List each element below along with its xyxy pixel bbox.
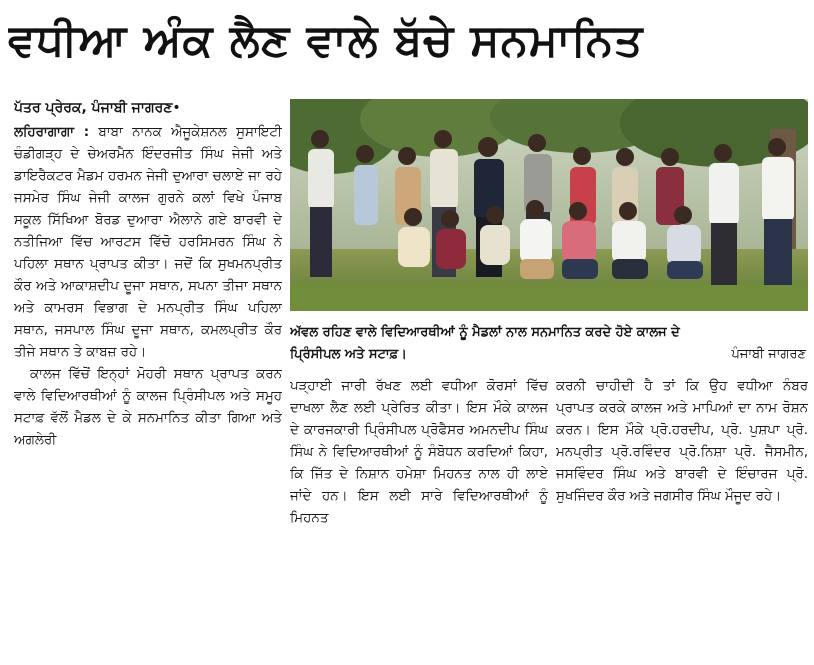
article-paragraph-1 bbox=[14, 122, 282, 364]
byline bbox=[14, 98, 282, 118]
headline: ਵਧੀਆ ਅੰਕ ਲੈਣ ਵਾਲੇ ਬੱਚੇ ਸਨਮਾਨਿਤ bbox=[8, 15, 644, 66]
caption-text: ਅੱਵਲ ਰਹਿਣ ਵਾਲੇ ਵਿਦਿਆਰਥੀਆਂ ਨੂੰ ਮੈਡਲਾਂ ਨਾਲ ਸਨਮਾਨਿਤ ਕਰਦੇ ਹੋਏ ਕਾਲਜ ਦੇ ਪ੍ਰਿੰਸੀਪਲ ਅਤੇ ਸਟਾਫ਼। bbox=[290, 325, 680, 362]
article-column-1 bbox=[14, 122, 282, 542]
byline-text: ਪੱਤਰ ਪ੍ਰੇਰਕ, ਪੰਜਾਬੀ ਜਾਗਰਣ bbox=[14, 100, 173, 116]
news-photo bbox=[290, 99, 808, 311]
article-column-3 bbox=[556, 376, 808, 552]
byline-marker: • bbox=[172, 100, 181, 116]
paragraph-1-text: ਬਾਬਾ ਨਾਨਕ ਐਜੂਕੇਸ਼ਨਲ ਸੁਸਾਇਟੀ ਚੰਡੀਗੜ੍ਹ ਦੇ ਚੇਅਰਮੈਨ ਇੰਦਰਜੀਤ ਸਿੰਘ ਜੇਜੀ ਅਤੇ ਡਾਇਰੈਕਟਰ ਮੈਡਮ ਹਰਮਨ ਜੇਜੀ ਦੁਆਰਾ ਚਲਾਏ ਜਾ ਰਹੇ ਜਸਮੇਰ ਸਿੰਘ ਜੇਜੀ ਕਾਲਜ ਗੁਰਨੇ ਕਲਾਂ ਵਿਖੇ ਪੰਜਾਬ ਸਕੂਲ ਸਿੱਖਿਆ ਬੋਰਡ ਦੁਆਰਾ ਐਲਾਨੇ ਗਏ ਬਾਰਵੀ ਦੇ ਨਤੀਜਿਆ ਵਿੱਚ ਆਰਟਸ ਵਿੱਚੋ ਹਰਸਿਮਰਨ ਸਿੰਘ ਨੇ ਪਹਿਲਾ ਸਥਾਨ ਪ੍ਰਾਪਤ ਕੀਤਾ। ਜਦੋਂ ਕਿ ਸੁਖਮਨਪ੍ਰੀਤ ਕੌਰ ਅਤੇ ਆਕਾਸ਼ਦੀਪ ਦੂਜਾ ਸਥਾਨ, ਸਪਨਾ ਤੀਜਾ ਸਥਾਨ ਅਤੇ ਕਾਮਰਸ ਵਿਭਾਗ ਦੇ ਮਨਪ੍ਰੀਤ ਸਿੰਘ ਪਹਿਲਾ ਸਥਾਨ, ਜਸਪਾਲ ਸਿੰਘ ਦੂਜਾ ਸਥਾਨ, ਕਮਲਪ੍ਰੀਤ ਕੌਰ ਤੀਜੇ ਸਥਾਨ ਤੇ ਕਾਬਜ਼ ਰਹੇ। bbox=[14, 125, 282, 360]
article-column-2 bbox=[290, 376, 548, 552]
photo-credit: ਪੰਜਾਬੀ ਜਾਗਰਣ bbox=[731, 347, 806, 362]
article-paragraph-3: ਪੜ੍ਹਾਈ ਜਾਰੀ ਰੱਖਣ ਲਈ ਵਧੀਆ ਕੋਰਸਾਂ ਵਿੱਚ ਦਾਖਲਾ ਲੈਣ ਲਈ ਪ੍ਰੇਰਿਤ ਕੀਤਾ। ਇਸ ਮੌਕੇ ਕਾਲਜ ਦੇ ਕਾਰਜਕਾਰੀ ਪ੍ਰਿੰਸੀਪਲ ਪ੍ਰੋਫੈਸਰ ਅਮਨਦੀਪ ਸਿੰਘ ਸਿੰਘ ਨੇ ਵਿਦਿਆਰਥੀਆਂ ਨੂੰ ਸੰਬੋਧਨ ਕਰਦਿਆਂ ਕਿਹਾ, ਕਿ ਜਿੱਤ ਦੇ ਨਿਸ਼ਾਨ ਹਮੇਸ਼ਾ ਮਿਹਨਤ ਨਾਲ ਹੀ ਲਾਏ ਜਾਂਦੇ ਹਨ। ਇਸ ਲਈ ਸਾਰੇ ਵਿਦਿਆਰਥੀਆਂ ਨੂੰ ਮਿਹਨਤ bbox=[290, 379, 548, 526]
group-photo-illustration bbox=[290, 99, 808, 311]
dateline: ਲਹਿਰਾਗਾਗਾ : bbox=[14, 125, 90, 140]
photo-caption bbox=[290, 322, 808, 368]
article-paragraph-4: ਕਰਨੀ ਚਾਹੀਦੀ ਹੈ ਤਾਂ ਕਿ ਉਹ ਵਧੀਆ ਨੰਬਰ ਪ੍ਰਾਪਤ ਕਰਕੇ ਕਾਲਜ ਅਤੇ ਮਾਪਿਆਂ ਦਾ ਨਾਮ ਰੋਸ਼ਨ ਕਰਨ। ਇਸ ਮੌਕੇ ਪ੍ਰੋ.ਹਰਦੀਪ, ਪ੍ਰੋ. ਪੁਸ਼ਪਾ ਪ੍ਰੋ. ਮਨਪ੍ਰੀਤ ਪ੍ਰੋ.ਰਵਿੰਦਰ ਪ੍ਰੋ.ਨਿਸ਼ਾ ਪ੍ਰੋ. ਜੈਸਮੀਨ, ਜਸਵਿੰਦਰ ਸਿੰਘ ਅਤੇ ਬਾਰਵੀ ਦੇ ਇੰਚਾਰਜ ਪ੍ਰੋ. ਸੁਖਜਿੰਦਰ ਕੌਰ ਅਤੇ ਜਗਸੀਰ ਸਿੰਘ ਮੌਜੂਦ ਰਹੇ। bbox=[556, 379, 808, 504]
article-paragraph-2: ਕਾਲਜ ਵਿੱਚੋਂ ਇਨ੍ਹਾਂ ਮੋਹਰੀ ਸਥਾਨ ਪ੍ਰਾਪਤ ਕਰਨ ਵਾਲੇ ਵਿਦਿਆਰਥੀਆਂ ਨੂੰ ਕਾਲਜ ਪ੍ਰਿੰਸੀਪਲ ਅਤੇ ਸਮੂਹ ਸਟਾਫ਼ ਵੱਲੋਂ ਮੈਡਲ ਦੇ ਕੇ ਸਨਮਾਨਿਤ ਕੀਤਾ ਗਿਆ ਅਤੇ ਅਗਲੇਰੀ bbox=[14, 367, 282, 448]
